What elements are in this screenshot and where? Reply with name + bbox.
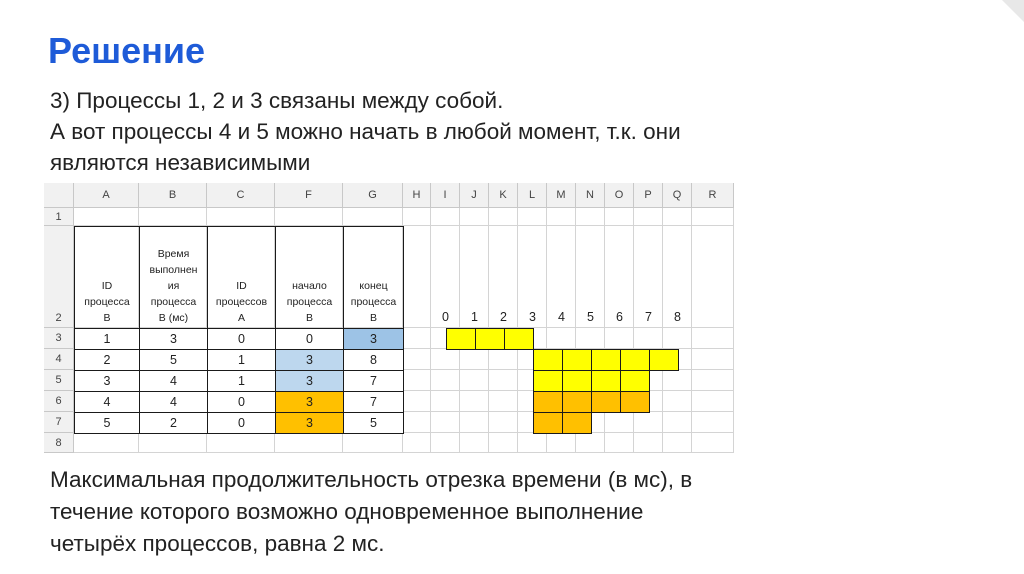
select-all-corner — [44, 183, 74, 208]
table-cell: 0 — [275, 328, 344, 350]
table-header-cell — [275, 226, 344, 329]
grid-cell — [460, 391, 489, 412]
gantt-segment — [504, 328, 534, 350]
gantt-segment — [562, 412, 592, 434]
gantt-segment — [533, 370, 563, 392]
conclusion-line-2: течение которого возможно одновременное выполнение — [50, 499, 644, 524]
table-cell: 4 — [139, 391, 208, 413]
table-cell: 0 — [207, 412, 276, 434]
table-cell: 0 — [207, 328, 276, 350]
table-cell: 1 — [207, 349, 276, 371]
table-header-text: процесса — [350, 296, 397, 308]
grid-cell — [692, 226, 734, 328]
grid-cell — [605, 412, 634, 433]
timeline-label: 2 — [500, 310, 507, 324]
grid-cell — [431, 370, 460, 391]
column-header[interactable]: L — [518, 183, 547, 208]
timeline-label: 6 — [616, 310, 623, 324]
grid-cell — [460, 208, 489, 226]
timeline-label: 5 — [587, 310, 594, 324]
grid-cell — [460, 349, 489, 370]
grid-cell — [431, 391, 460, 412]
grid-cell — [431, 208, 460, 226]
column-header[interactable]: P — [634, 183, 663, 208]
gantt-segment — [591, 391, 621, 413]
table-header-text: A — [237, 312, 245, 324]
gantt-segment — [649, 349, 679, 371]
grid-cell — [605, 208, 634, 226]
gantt-segment — [533, 391, 563, 413]
table-cell: 3 — [275, 412, 344, 434]
grid-cell — [576, 328, 605, 349]
grid-cell — [207, 433, 275, 453]
grid-cell — [547, 433, 576, 453]
gantt-segment — [533, 349, 563, 371]
grid-cell — [403, 391, 431, 412]
table-cell: 4 — [139, 370, 208, 392]
table-cell: 4 — [74, 391, 140, 413]
gantt-segment — [562, 349, 592, 371]
slide-title: Решение — [48, 30, 206, 71]
table-header-cell — [207, 226, 276, 329]
grid-cell — [634, 433, 663, 453]
row-header[interactable]: 5 — [44, 370, 74, 391]
table-header-text: процесса — [150, 296, 197, 308]
table-cell: 3 — [139, 328, 208, 350]
row-header[interactable]: 6 — [44, 391, 74, 412]
grid-cell — [139, 433, 207, 453]
gantt-segment — [591, 349, 621, 371]
column-header[interactable]: G — [343, 183, 403, 208]
gantt-segment — [620, 349, 650, 371]
gantt-segment — [562, 391, 592, 413]
grid-cell — [489, 433, 518, 453]
column-header[interactable]: A — [74, 183, 139, 208]
grid-cell — [576, 433, 605, 453]
gantt-segment — [620, 391, 650, 413]
intro-line-3: являются независимыми — [50, 150, 311, 175]
intro-line-1: 3) Процессы 1, 2 и 3 связаны между собой. — [50, 88, 504, 113]
grid-cell — [663, 412, 692, 433]
column-header[interactable]: B — [139, 183, 207, 208]
grid-cell — [460, 433, 489, 453]
timeline-label: 8 — [674, 310, 681, 324]
spreadsheet — [44, 183, 742, 462]
row-header[interactable]: 1 — [44, 208, 74, 226]
conclusion-line-3: четырёх процессов, равна 2 мс. — [50, 531, 385, 556]
grid-cell — [605, 433, 634, 453]
grid-cell — [460, 370, 489, 391]
grid-cell — [403, 433, 431, 453]
table-cell: 5 — [139, 349, 208, 371]
grid-cell — [692, 412, 734, 433]
table-header-cell — [74, 226, 140, 329]
grid-cell — [605, 328, 634, 349]
grid-cell — [547, 208, 576, 226]
timeline-label: 4 — [558, 310, 565, 324]
table-cell: 3 — [275, 370, 344, 392]
grid-cell — [692, 328, 734, 349]
grid-cell — [663, 433, 692, 453]
table-header-cell — [139, 226, 208, 329]
grid-cell — [460, 412, 489, 433]
grid-cell — [634, 208, 663, 226]
timeline-label: 0 — [442, 310, 449, 324]
grid-cell — [343, 208, 403, 226]
table-header-text: выполнен — [149, 264, 198, 276]
table-cell: 7 — [343, 391, 404, 413]
timeline-label: 1 — [471, 310, 478, 324]
grid-cell — [74, 208, 139, 226]
conclusion-line-1: Максимальная продолжительность отрезка времени (в мс), в — [50, 467, 693, 492]
timeline-label: 3 — [529, 310, 536, 324]
grid-cell — [403, 208, 431, 226]
table-cell: 5 — [74, 412, 140, 434]
grid-cell — [403, 226, 431, 328]
table-cell: 1 — [74, 328, 140, 350]
table-cell: 3 — [275, 349, 344, 371]
table-header-text: ID — [101, 280, 113, 292]
grid-cell — [431, 412, 460, 433]
grid-cell — [489, 370, 518, 391]
timeline-label: 7 — [645, 310, 652, 324]
column-header[interactable]: K — [489, 183, 518, 208]
corner-decoration — [1002, 0, 1024, 22]
row-header[interactable]: 2 — [44, 226, 74, 328]
table-cell: 0 — [207, 391, 276, 413]
table-header-text: конец — [359, 280, 388, 292]
grid-cell — [74, 433, 139, 453]
row-header[interactable]: 3 — [44, 328, 74, 349]
table-cell: 3 — [74, 370, 140, 392]
grid-cell — [489, 412, 518, 433]
column-header[interactable]: Q — [663, 183, 692, 208]
table-cell: 2 — [74, 349, 140, 371]
column-header[interactable]: O — [605, 183, 634, 208]
table-header-text: процесса — [84, 296, 130, 308]
gantt-segment — [533, 412, 563, 434]
grid-cell — [634, 328, 663, 349]
table-header-cell — [343, 226, 404, 329]
grid-cell — [207, 208, 275, 226]
grid-cell — [403, 370, 431, 391]
table-cell: 8 — [343, 349, 404, 371]
grid-cell — [403, 412, 431, 433]
table-cell: 5 — [343, 412, 404, 434]
table-header-text: B — [305, 312, 313, 324]
column-header[interactable]: R — [692, 183, 734, 208]
column-header[interactable]: F — [275, 183, 343, 208]
table-header-text: процессов — [215, 296, 268, 308]
column-header[interactable]: N — [576, 183, 605, 208]
table-header-text: B — [369, 312, 377, 324]
grid-cell — [489, 349, 518, 370]
grid-cell — [403, 349, 431, 370]
grid-cell — [663, 391, 692, 412]
table-cell: 7 — [343, 370, 404, 392]
grid-cell — [692, 208, 734, 226]
grid-cell — [547, 328, 576, 349]
grid-cell — [275, 208, 343, 226]
grid-cell — [663, 370, 692, 391]
column-header[interactable]: C — [207, 183, 275, 208]
gantt-segment — [475, 328, 505, 350]
intro-line-2: А вот процессы 4 и 5 можно начать в любой момент, т.к. они — [50, 119, 681, 144]
table-cell: 3 — [343, 328, 404, 350]
grid-cell — [489, 391, 518, 412]
grid-cell — [275, 433, 343, 453]
table-header-text: B — [103, 312, 111, 324]
table-header-text: процесса — [286, 296, 333, 308]
column-header[interactable]: H — [403, 183, 431, 208]
grid-cell — [692, 391, 734, 412]
grid-cell — [692, 433, 734, 453]
grid-cell — [431, 433, 460, 453]
grid-cell — [576, 208, 605, 226]
table-cell: 3 — [275, 391, 344, 413]
gantt-segment — [562, 370, 592, 392]
column-header[interactable]: J — [460, 183, 489, 208]
row-header[interactable]: 8 — [44, 433, 74, 453]
table-header-text: ID — [236, 280, 247, 292]
grid-cell — [343, 433, 403, 453]
grid-cell — [139, 208, 207, 226]
grid-cell — [518, 208, 547, 226]
grid-cell — [489, 208, 518, 226]
table-header-text: Время — [157, 248, 190, 260]
grid-cell — [663, 208, 692, 226]
grid-cell — [663, 328, 692, 349]
grid-cell — [403, 328, 431, 349]
gantt-segment — [446, 328, 476, 350]
table-cell: 2 — [139, 412, 208, 434]
table-header-text: начало — [292, 280, 327, 292]
column-header[interactable]: I — [431, 183, 460, 208]
grid-cell — [431, 349, 460, 370]
grid-cell — [692, 349, 734, 370]
grid-cell — [518, 433, 547, 453]
row-header[interactable]: 4 — [44, 349, 74, 370]
gantt-segment — [591, 370, 621, 392]
table-header-text: B (мс) — [158, 312, 189, 324]
table-cell: 1 — [207, 370, 276, 392]
grid-cell — [634, 412, 663, 433]
gantt-segment — [620, 370, 650, 392]
grid-cell — [692, 370, 734, 391]
table-header-text: ия — [167, 280, 180, 292]
row-header[interactable]: 7 — [44, 412, 74, 433]
column-header[interactable]: M — [547, 183, 576, 208]
